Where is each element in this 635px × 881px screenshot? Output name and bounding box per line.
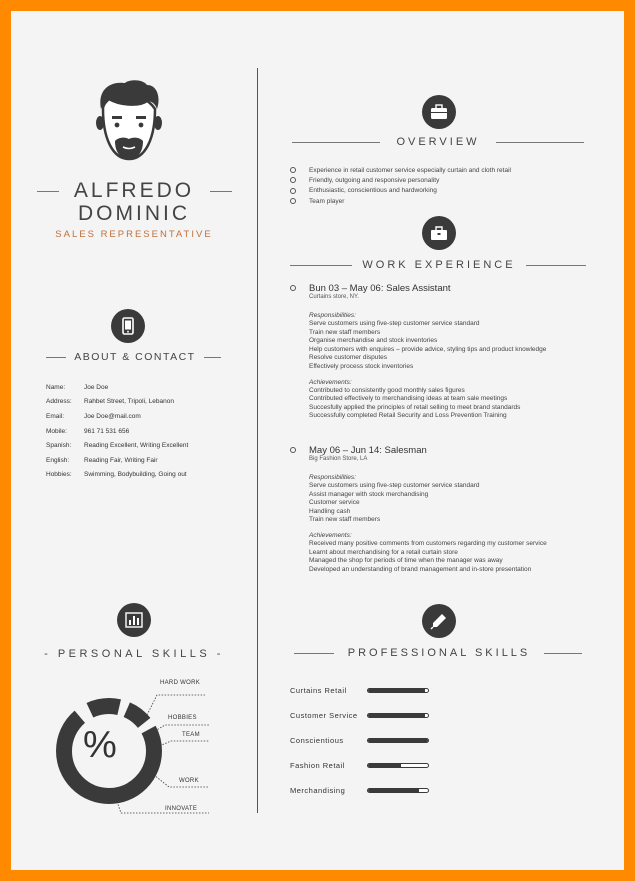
briefcase-icon <box>422 95 456 129</box>
list-item: Friendly, outgoing and responsive personality <box>290 175 511 185</box>
list-item: Enthusiastic, conscientious and hardworking <box>290 186 511 196</box>
skill-row <box>290 686 429 695</box>
skill-name: Merchandising <box>290 786 346 795</box>
skill-bar <box>367 763 429 768</box>
skill-bar-fill <box>368 689 425 692</box>
skill-row <box>290 711 429 720</box>
skill-label-team: TEAM <box>182 732 200 738</box>
contact-row: Name: Joe Doe <box>46 383 109 391</box>
work-heading: WORK EXPERIENCE <box>290 259 586 271</box>
skill-bar <box>367 688 429 693</box>
job-company: Curtains store, NY. <box>309 294 359 300</box>
job-role: SALES REPRESENTATIVE <box>55 229 213 240</box>
skill-bar-fill <box>368 789 419 792</box>
skill-row <box>290 786 429 795</box>
skill-label-work: WORK <box>179 778 199 784</box>
skill-name: Customer Service <box>290 711 358 720</box>
skill-name: Fashion Retail <box>290 761 345 770</box>
job-entry: Bun 03 – May 06: Sales Assistant Curtains store, NY. Responsibilities: Serve customers using five-step customer service standard Train new staff members Organise merchandise and stock inventories Help customers with enquires – provide advice, styling tips and product knowledge Resolve customer disputes Effectively process stock inventories Achievements: Contributed to consistently good monthly sales figures Contributed effectively to merchandising ideas at team sale meetings Succesfully applied the principles of retail selling to meet brand standards Successfully completed Retail Security and Loss Prevention Training <box>290 282 546 421</box>
skill-bar-fill <box>368 714 425 717</box>
job-company: Big Fashion Store, LA <box>309 456 368 462</box>
contact-row: Address: Rahbet Street, Tripoli, Lebanon <box>46 398 174 406</box>
list-item: Experience in retail customer service especially curtain and cloth retail <box>290 165 511 175</box>
personal-skills-heading: - PERSONAL SKILLS - <box>44 648 224 660</box>
phone-icon <box>111 309 145 343</box>
skill-bar <box>367 788 429 793</box>
job-entry: May 06 – Jun 14: Salesman Big Fashion Store, LA Responsibilities: Serve customers using five-step customer service standard Assist manager with stock merchandising Customer service Handling cash Train new staff members Achievements: Received many positive comments from customers regarding my customer service Learnt about merchandising for a retail curtain store Managed the shop for periods of time when the manager was away Developed an understanding of brand management and in-store presentation <box>290 444 547 574</box>
professional-skills-heading: PROFESSIONAL SKILLS <box>290 647 586 659</box>
list-item: Team player <box>290 196 511 206</box>
job-title: Bun 03 – May 06: Sales Assistant <box>309 282 451 294</box>
resume-page <box>11 11 624 870</box>
skill-row <box>290 761 429 770</box>
skill-bar <box>367 713 429 718</box>
skill-bar-fill <box>368 739 428 742</box>
personal-skills-ring <box>49 675 209 825</box>
pen-icon <box>422 604 456 638</box>
skill-name: Conscientious <box>290 736 344 745</box>
bar-chart-icon <box>117 603 151 637</box>
contact-row: Email: Joe Doe@mail.com <box>46 412 141 420</box>
job-title: May 06 – Jun 14: Salesman <box>309 444 427 456</box>
percent-symbol: % <box>83 724 117 766</box>
last-name: DOMINIC <box>78 202 190 225</box>
toolbox-icon <box>422 216 456 250</box>
skill-bar-fill <box>368 764 401 767</box>
first-name: ALFREDO <box>73 179 195 202</box>
skill-name: Curtains Retail <box>290 686 347 695</box>
skill-label-hard-work: HARD WORK <box>160 680 201 686</box>
about-heading: ABOUT & CONTACT <box>46 351 221 363</box>
contact-row: Spanish: Reading Excellent, Writing Excellent <box>46 442 189 450</box>
skill-label-innovate: INNOVATE <box>165 806 198 812</box>
skill-row <box>290 736 429 745</box>
overview-heading: OVERVIEW <box>290 136 586 148</box>
contact-row: English: Reading Fair, Writing Fair <box>46 456 158 464</box>
skill-label-hobbies: HOBBIES <box>168 715 197 721</box>
avatar <box>95 79 163 163</box>
skill-bar <box>367 738 429 743</box>
contact-list <box>46 380 188 482</box>
contact-row: Mobile: 961 71 531 656 <box>46 427 130 435</box>
overview-list <box>290 165 511 206</box>
column-divider <box>257 68 258 813</box>
contact-row: Hobbies: Swimming, Bodybuilding, Going out <box>46 471 187 479</box>
